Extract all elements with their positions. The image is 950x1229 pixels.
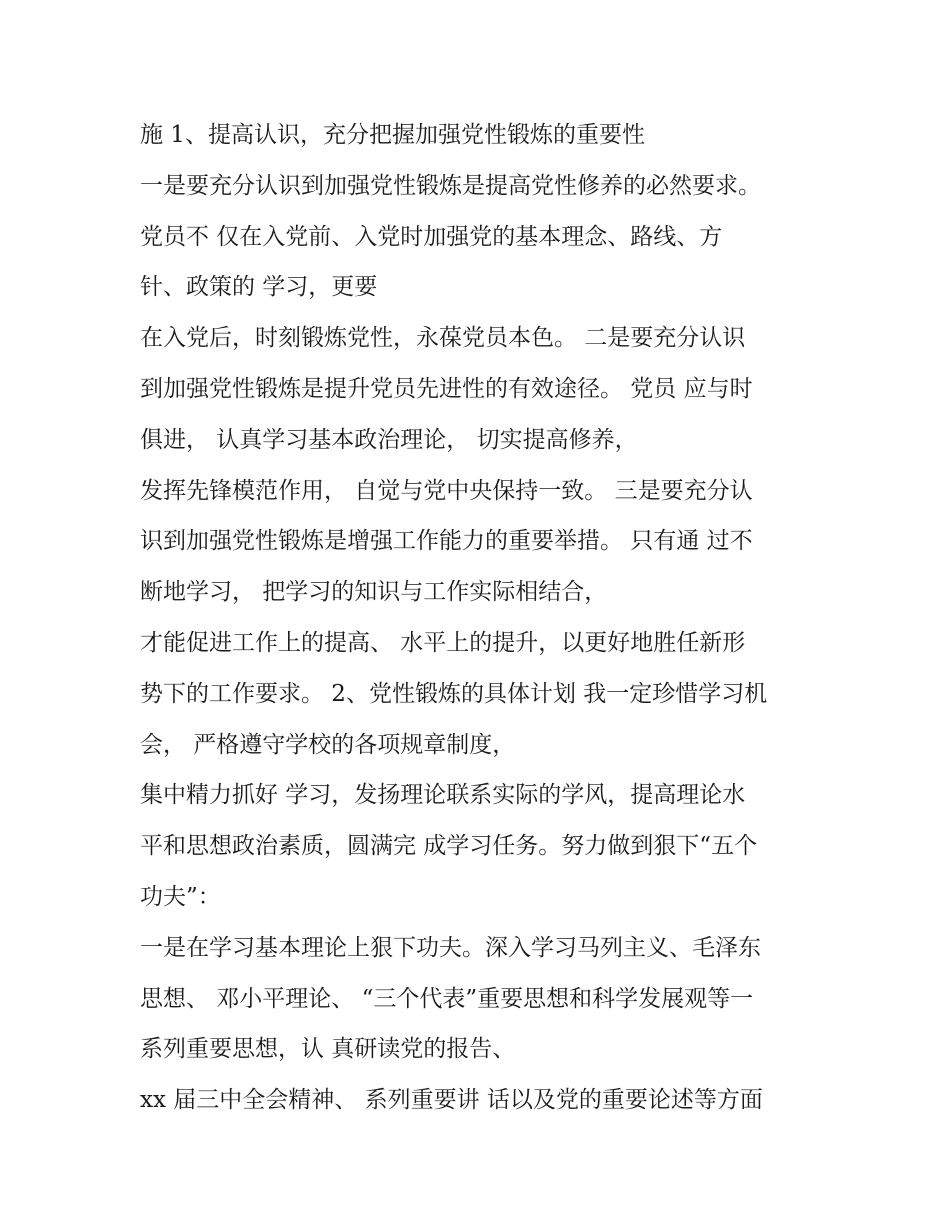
text-line: xx 届三中全会精神、 系列重要讲 话以及党的重要论述等方面 (140, 1087, 763, 1114)
text-line: 会， 严格遵守学校的各项规章制度， (140, 731, 516, 758)
body-text (140, 110, 840, 1126)
text-line: 平和思想政治素质，圆满完 成学习任务。努力做到狠下“五个 (140, 833, 758, 860)
text-line: 俱进， 认真学习基本政治理论， 切实提高修养， (140, 426, 638, 453)
text-line: 在入党后，时刻锻炼党性，永葆党员本色。 二是要充分认识 (140, 325, 746, 352)
text-line: 党员不 仅在入党前、入党时加强党的基本理念、路线、方 (140, 223, 723, 250)
text-line: 到加强党性锻炼是提升党员先进性的有效途径。 党员 应与时 (140, 375, 753, 402)
text-line: 系列重要思想，认 真研读党的报告、 (140, 1036, 516, 1063)
text-line: 施 1、提高认识，充分把握加强党性锻炼的重要性 (140, 122, 645, 148)
text-line: 发挥先锋模范作用， 自觉与党中央保持一致。 三是要充分认 (140, 477, 753, 504)
text-line: 识到加强党性锻炼是增强工作能力的重要举措。 只有通 过不 (140, 528, 753, 555)
text-line: 才能促进工作上的提高、 水平上的提升，以更好地胜任新形 (140, 629, 746, 656)
text-line: 集中精力抓好 学习，发扬理论联系实际的学风，提高理论水 (140, 782, 746, 809)
text-line: 一是要充分认识到加强党性锻炼是提高党性修养的必然要求。 (140, 172, 761, 199)
text-line: 思想、 邓小平理论、 “三个代表”重要思想和科学发展观等一 (140, 985, 754, 1012)
text-line: 一是在学习基本理论上狠下功夫。深入学习马列主义、毛泽东 (140, 934, 761, 961)
text-line: 势下的工作要求。 2、党性锻炼的具体计划 我一定珍惜学习机 (140, 680, 768, 707)
text-line: 功夫”： (140, 883, 221, 910)
text-line: 断地学习， 把学习的知识与工作实际相结合， (140, 579, 608, 606)
text-line: 针、政策的 学习，更要 (140, 274, 378, 301)
